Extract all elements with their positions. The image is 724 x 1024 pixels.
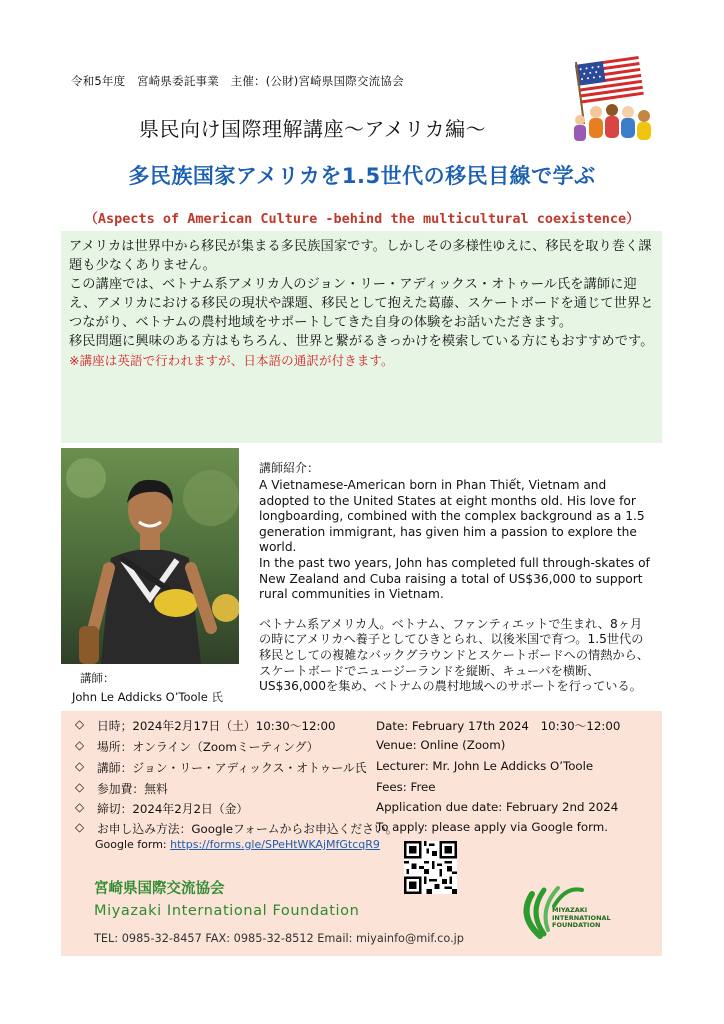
event-info-section (61, 711, 662, 956)
info-venue-en: Venue: Online (Zoom) (376, 738, 506, 752)
logo-text-line-1: MIYAZAKI (552, 906, 588, 914)
intro-paragraph-2: この講座では、ベトナム系アメリカ人のジョン・リー・アディックス・オトゥール氏を講師に迎え、アメリカにおける移民の現状や課題、移民として抱えた葛藤、スケートボードを通じて世界とつながり、ベトナムの農村地域をサポートしてきた自身の体験をお話いただきます。 (69, 277, 654, 330)
lecturer-caption-name: John Le Addicks O’Toole 氏 (72, 690, 223, 704)
intro-section (61, 231, 662, 443)
lecture-series-title: 県民向け国際理解講座～アメリカ編～ (139, 117, 487, 141)
info-row-deadline (75, 800, 248, 817)
bio-english-1: A Vietnamese-American born in Phan Thiết, Vietnam and adopted to the United States at eight months old. His love for longboarding, combined with the complex background as a 1.5 generation immigrant, has given him a passion to explore the world. (259, 478, 645, 555)
mif-logo-text (552, 907, 611, 930)
info-apply-en: To apply: please apply via Google form. (376, 820, 608, 834)
info-deadline-ja: 締切：2024年2月2日（金） (97, 802, 249, 816)
intro-paragraph-3: 移民問題に興味のある方はもちろん、世界と繋がるきっかけを模索している方にもおすすめです。 (69, 334, 654, 349)
org-name-en: Miyazaki International Foundation (94, 903, 360, 919)
info-lecturer-en: Lecturer: Mr. John Le Addicks O’Toole (376, 759, 594, 773)
info-venue-ja: 場所：オンライン（Zoomミーティング） (97, 740, 319, 754)
diamond-bullet-icon: ◇ (75, 800, 85, 814)
intro-paragraph-1: アメリカは世界中から移民が集まる多民族国家です。しかしその多様性ゆえに、移民を取り巻く課題も少なくありません。 (69, 239, 652, 273)
info-row-date (75, 717, 336, 734)
info-row-apply (75, 820, 398, 837)
info-date-ja: 日時；2024年2月17日（土）10:30～12:00 (97, 719, 336, 733)
info-row-venue (75, 738, 319, 755)
diamond-bullet-icon: ◇ (75, 738, 85, 752)
interpretation-note: ※講座は英語で行われますが、日本語の通訳が付きます。 (69, 353, 394, 368)
info-fees-ja: 参加費：無料 (97, 782, 168, 796)
info-apply-ja: お申し込み方法：Googleフォームからお申込ください。 (97, 822, 398, 836)
google-form-label: Google form: (95, 838, 167, 851)
org-name-ja: 宮崎県国際交流協会 (94, 881, 225, 897)
lecturer-caption-role: 講師： (80, 671, 115, 685)
qr-code-icon[interactable] (404, 841, 457, 894)
diamond-bullet-icon: ◇ (75, 717, 85, 731)
info-lecturer-ja: 講師：ジョン・リー・アディックス・オトゥール氏 (97, 761, 367, 775)
bio-japanese: ベトナム系アメリカ人。ベトナム、ファンティエットで生まれ、8ヶ月の時にアメリカへ養子としてひきとられ、以後米国で育つ。1.5世代の移民としての複雑なバックグラウンドとスケートボードへの情熱から、スケートボードでニュージーランドを縦断、キューバを横断、US$36,000を集め、ベトナムの農村地域へのサポートを行っている。 (259, 616, 649, 694)
info-date-en: Date: February 17th 2024 10:30～12:00 (376, 719, 621, 733)
lecturer-photo (61, 448, 239, 664)
logo-text-line-3: FOUNDATION (552, 921, 601, 930)
lecturer-bio (259, 459, 654, 695)
american-flag-people-illustration (566, 54, 658, 146)
bio-label: 講師紹介： (259, 461, 320, 475)
bio-english-2: In the past two years, John has completed full through-skates of New Zealand and Cuba raising a total of US$36,000 to support rural communities in Vietnam. (259, 555, 650, 602)
lecture-english-title: （Aspects of American Culture -behind the multicultural coexistence） (84, 211, 640, 227)
google-form-link[interactable]: https://forms.gle/SPeHtWKAjMfGtcqR9 (170, 838, 380, 851)
info-row-lecturer (75, 759, 367, 776)
sponsor-line: 令和5年度 宮崎県委託事業 主催：(公財)宮崎県国際交流協会 (71, 74, 404, 88)
org-contact: TEL: 0985-32-8457 FAX: 0985-32-8512 Email: miyainfo@mif.co.jp (94, 932, 464, 945)
diamond-bullet-icon: ◇ (75, 780, 85, 794)
diamond-bullet-icon: ◇ (75, 759, 85, 773)
info-deadline-en: Application due date: February 2nd 2024 (376, 800, 619, 814)
lecture-main-title: 多民族国家アメリカを1.5世代の移民目線で学ぶ (128, 164, 596, 188)
diamond-bullet-icon: ◇ (75, 820, 85, 834)
info-row-fees (75, 780, 168, 797)
logo-text-line-2: INTERNATIONAL (552, 913, 611, 922)
info-fees-en: Fees: Free (376, 780, 436, 794)
google-form-line (95, 838, 380, 851)
